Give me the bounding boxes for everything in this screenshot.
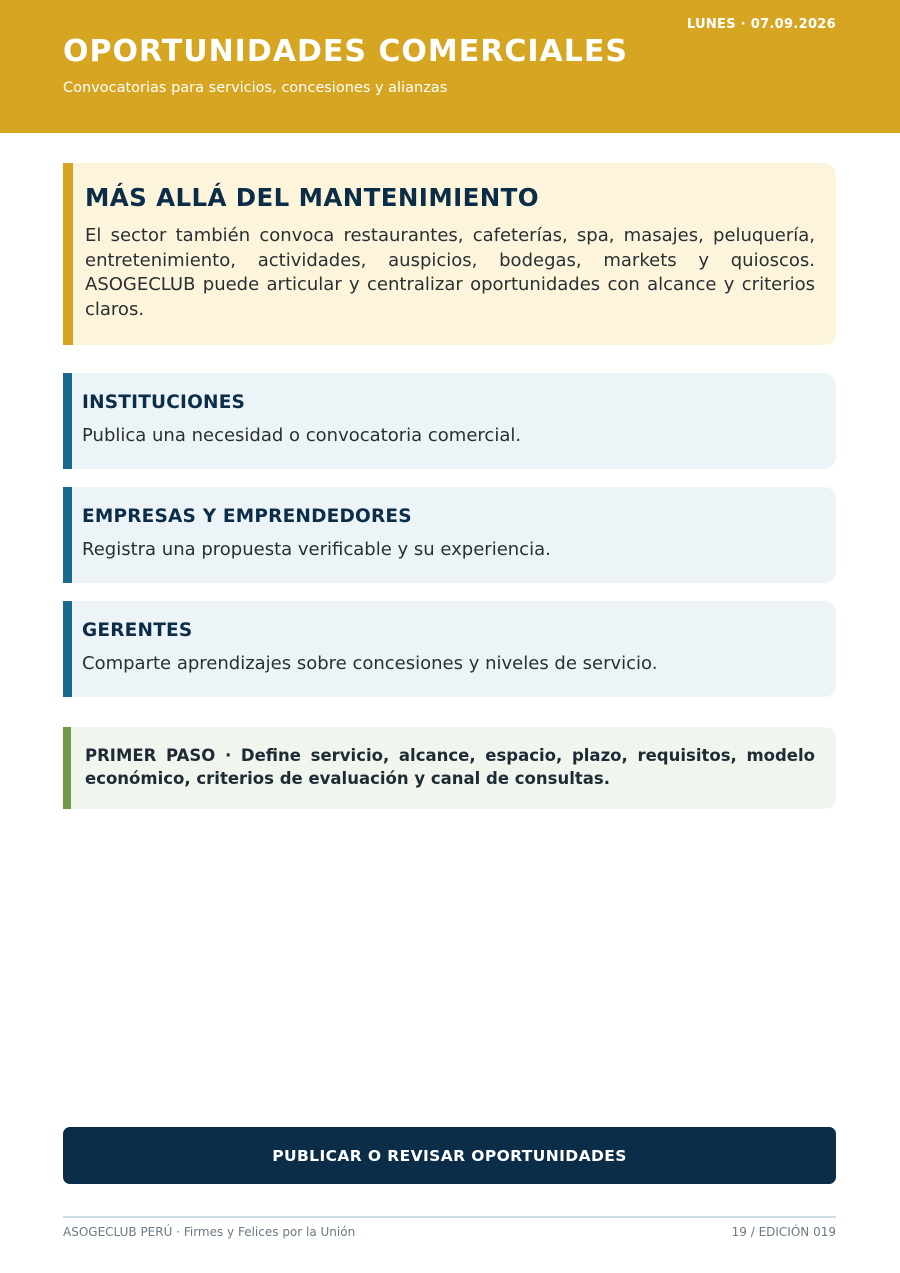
page-subtitle: Convocatorias para servicios, concesiones y alianzas [63, 80, 448, 96]
highlight-text: El sector también convoca restaurantes, cafeterías, spa, masajes, peluquería, entretenimiento, actividades, auspicios, bodegas, markets y quioscos. ASOGECLUB puede articular y centralizar oportunidades con alcance y criterios claros. [85, 225, 815, 320]
card-gerentes [63, 601, 836, 697]
card-instituciones [63, 373, 836, 469]
card-title: EMPRESAS Y EMPRENDEDORES [82, 506, 412, 527]
page-title: OPORTUNIDADES COMERCIALES [63, 34, 628, 69]
card-title: INSTITUCIONES [82, 392, 246, 413]
highlight-box [63, 163, 836, 345]
first-step-text: PRIMER PASO · Define servicio, alcance, espacio, plazo, requisitos, modelo económico, criterios de evaluación y canal de consultas. [85, 746, 815, 788]
footer-page-number: 19 / EDICIÓN 019 [731, 1225, 836, 1239]
footer-organization: ASOGECLUB PERÚ · Firmes y Felices por la Unión [63, 1225, 356, 1239]
card-text: Publica una necesidad o convocatoria comercial. [82, 425, 522, 446]
publish-opportunities-button[interactable]: PUBLICAR O REVISAR OPORTUNIDADES [63, 1127, 836, 1184]
card-empresas [63, 487, 836, 583]
card-text: Registra una propuesta verificable y su experiencia. [82, 539, 551, 560]
card-text: Comparte aprendizajes sobre concesiones y niveles de servicio. [82, 653, 658, 674]
footer-divider [63, 1216, 836, 1218]
first-step-box [63, 727, 836, 809]
card-title: GERENTES [82, 620, 193, 641]
issue-date: LUNES · 07.09.2026 [686, 17, 836, 32]
highlight-title: MÁS ALLÁ DEL MANTENIMIENTO [85, 183, 539, 212]
page-header [0, 0, 900, 133]
